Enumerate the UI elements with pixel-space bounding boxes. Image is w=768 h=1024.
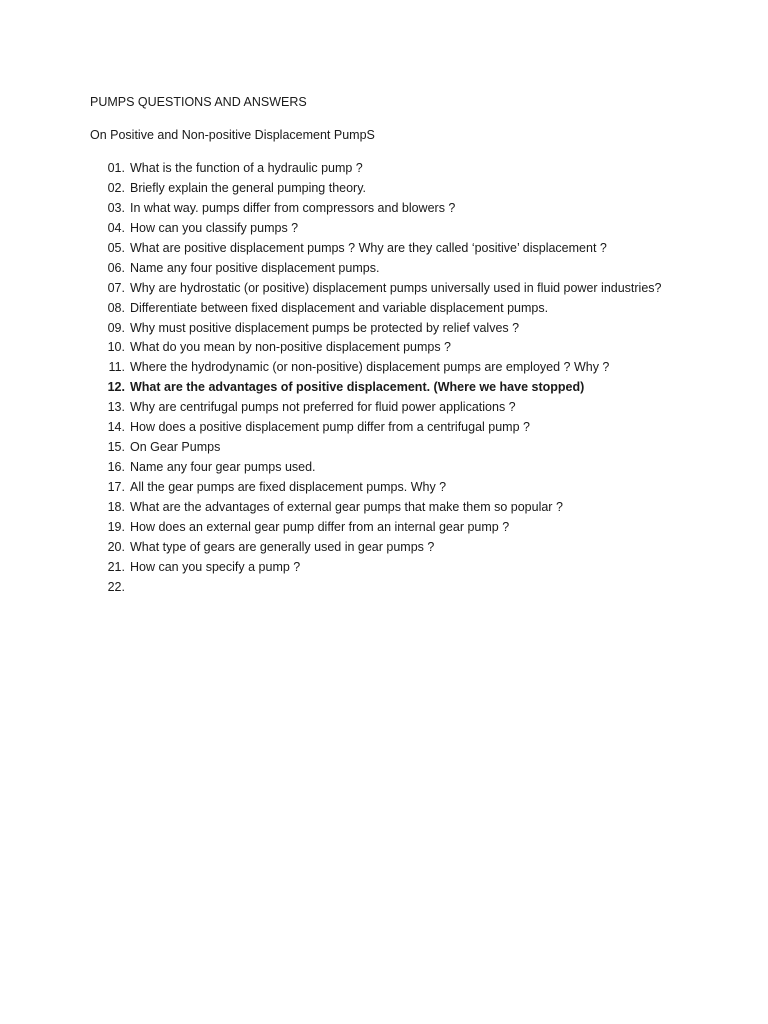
question-text: What is the function of a hydraulic pump ?: [130, 161, 363, 175]
question-number: 02.: [107, 180, 125, 195]
question-text: How can you specify a pump ?: [130, 559, 301, 574]
question-text: Briefly explain the general pumping theory.: [130, 180, 367, 195]
question-number: 05.: [107, 240, 125, 255]
question-number: 20.: [107, 539, 125, 554]
question-text: All the gear pumps are fixed displacement pumps. Why ?: [130, 480, 447, 494]
question-number: 06.: [107, 260, 125, 275]
question-number: 03.: [107, 200, 125, 215]
question-number: 17.: [107, 480, 125, 494]
question-text: Name any four gear pumps used.: [130, 460, 316, 475]
question-number: 09.: [107, 320, 125, 335]
question-text: How does a positive displacement pump differ from a centrifugal pump ?: [130, 420, 530, 435]
question-number: 08.: [107, 300, 125, 315]
question-text: What are the advantages of positive displacement. (Where we have stopped): [130, 380, 585, 395]
question-number: 22.: [107, 579, 125, 594]
question-text: How can you classify pumps ?: [130, 220, 299, 235]
question-number: 19.: [107, 519, 125, 534]
question-text: Name any four positive displacement pumps.: [130, 260, 380, 275]
question-number: 04.: [107, 220, 125, 235]
question-number: 14.: [107, 420, 125, 435]
question-number: 07.: [107, 280, 125, 295]
question-number: 10.: [107, 340, 125, 355]
question-text: What do you mean by non-positive displacement pumps ?: [130, 340, 452, 355]
question-number: 13.: [107, 400, 125, 415]
document-subtitle: On Positive and Non-positive Displacement PumpS: [90, 128, 375, 142]
question-text: Where the hydrodynamic (or non-positive) displacement pumps are employed ? Why ?: [130, 360, 610, 375]
question-text: What type of gears are generally used in gear pumps ?: [130, 539, 435, 554]
question-text: On Gear Pumps: [130, 440, 221, 455]
question-number: 18.: [107, 499, 125, 514]
question-text: Why must positive displacement pumps be protected by relief valves ?: [130, 320, 520, 335]
document-title: PUMPS QUESTIONS AND ANSWERS: [90, 95, 307, 109]
question-number: 16.: [107, 460, 125, 475]
question-number: 11.: [108, 360, 125, 375]
question-number: 21.: [107, 559, 125, 574]
question-text: What are positive displacement pumps ? Why are they called ‘positive’ displacement ?: [130, 240, 607, 255]
question-text: In what way. pumps differ from compressors and blowers ?: [130, 200, 456, 215]
question-number: 01.: [107, 161, 125, 175]
question-number: 15.: [107, 440, 125, 455]
question-text: How does an external gear pump differ from an internal gear pump ?: [130, 519, 510, 534]
question-text: What are the advantages of external gear pumps that make them so popular ?: [130, 499, 563, 514]
question-text: Why are centrifugal pumps not preferred for fluid power applications ?: [130, 400, 516, 415]
question-text: Differentiate between fixed displacement and variable displacement pumps.: [130, 300, 549, 315]
question-text: Why are hydrostatic (or positive) displacement pumps universally used in fluid power industries?: [130, 280, 662, 295]
question-number: 12.: [107, 380, 125, 395]
